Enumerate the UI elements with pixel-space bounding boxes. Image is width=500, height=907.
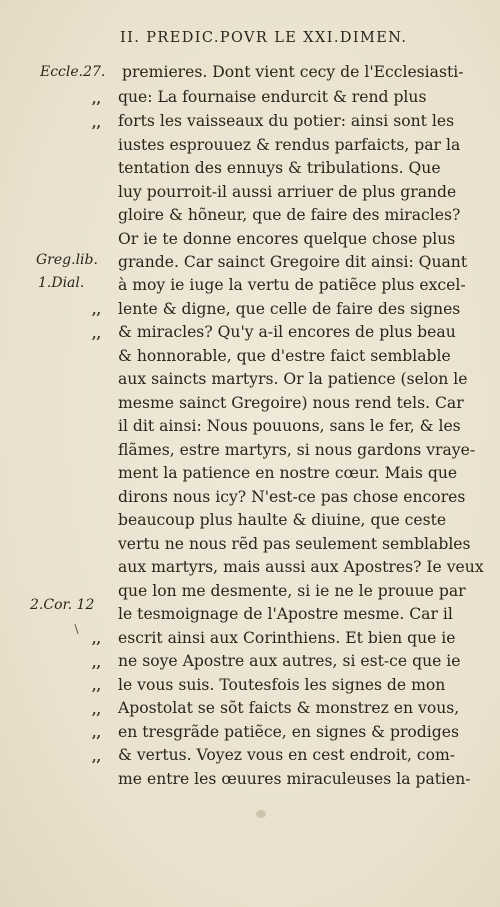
quote-mark: ,,	[92, 750, 102, 765]
text-line-24: le tesmoignage de l'Apostre mesme. Car il	[118, 605, 453, 623]
quote-mark: ,,	[92, 632, 102, 647]
margin-note-eccle: Eccle.27.	[40, 64, 106, 80]
text-line-7: gloire & hõneur, que de faire des miracles?	[118, 206, 461, 224]
margin-note-dial: 1.Dial.	[38, 275, 85, 291]
text-line-1: premieres. Dont vient cecy de l'Ecclesiasti-	[122, 63, 464, 81]
marginal-stroke	[74, 624, 78, 634]
margin-note-greg-lib: Greg.lib.	[36, 252, 98, 268]
text-line-5: tentation des ennuys & tribulations. Que	[118, 159, 441, 177]
text-line-3: forts les vaisseaux du potier: ainsi sont les	[118, 112, 455, 130]
text-line-27: le vous suis. Toutesfois les signes de mon	[118, 676, 446, 694]
text-line-29: en tresgrãde patiẽce, en signes & prodiges	[118, 723, 459, 741]
text-line-25: escrit ainsi aux Corinthiens. Et bien que ie	[118, 629, 456, 647]
margin-note-cor: 2.Cor. 12	[30, 597, 95, 613]
text-line-15: mesme sainct Gregoire) nous rend tels. Car	[118, 394, 464, 412]
paper-spot	[256, 810, 266, 818]
quote-mark: ,,	[92, 116, 102, 131]
text-line-2: que: La fournaise endurcit & rend plus	[118, 88, 427, 106]
text-line-19: dirons nous icy? N'est-ce pas chose encores	[118, 488, 466, 506]
quote-mark: ,,	[92, 703, 102, 718]
quote-mark: ,,	[92, 303, 102, 318]
text-line-16: il dit ainsi: Nous pouuons, sans le fer, & les	[118, 417, 461, 435]
quote-mark: ,,	[92, 92, 102, 107]
quote-mark: ,,	[92, 679, 102, 694]
text-line-21: vertu ne nous rẽd pas seulement semblables	[118, 535, 471, 553]
text-line-13: & honnorable, que d'estre faict semblable	[118, 347, 451, 365]
running-head: II. PREDIC.POVR LE XXI.DIMEN.	[120, 30, 408, 46]
text-line-26: ne soye Apostre aux autres, si est-ce que ie	[118, 652, 461, 670]
quote-mark: ,,	[92, 327, 102, 342]
quote-mark: ,,	[92, 726, 102, 741]
text-line-17: flãmes, estre martyrs, si nous gardons vraye-	[118, 441, 476, 459]
text-line-18: ment la patience en nostre cœur. Mais que	[118, 464, 458, 482]
text-line-28: Apostolat se sõt faicts & monstrez en vous,	[118, 699, 460, 717]
text-line-11: lente & digne, que celle de faire des signes	[118, 300, 461, 318]
text-line-8: Or ie te donne encores quelque chose plus	[118, 230, 456, 248]
text-line-4: iustes esprouuez & rendus parfaicts, par la	[118, 136, 461, 154]
text-line-23: que lon me desmente, si ie ne le prouue par	[118, 582, 466, 600]
text-line-10: à moy ie iuge la vertu de patiẽce plus excel-	[118, 276, 466, 294]
text-line-14: aux saincts martyrs. Or la patience (selon le	[118, 370, 468, 388]
text-line-22: aux martyrs, mais aussi aux Apostres? Ie veux	[118, 558, 484, 576]
text-line-30: & vertus. Voyez vous en cest endroit, com-	[118, 746, 456, 764]
text-line-31: me entre les œuures miraculeuses la patien-	[118, 770, 471, 788]
text-line-12: & miracles? Qu'y a-il encores de plus beau	[118, 323, 456, 341]
text-line-9: grande. Car sainct Gregoire dit ainsi: Quant	[118, 253, 468, 271]
text-line-20: beaucoup plus haulte & diuine, que ceste	[118, 511, 447, 529]
quote-mark: ,,	[92, 656, 102, 671]
text-line-6: luy pourroit-il aussi arriuer de plus grande	[118, 183, 457, 201]
